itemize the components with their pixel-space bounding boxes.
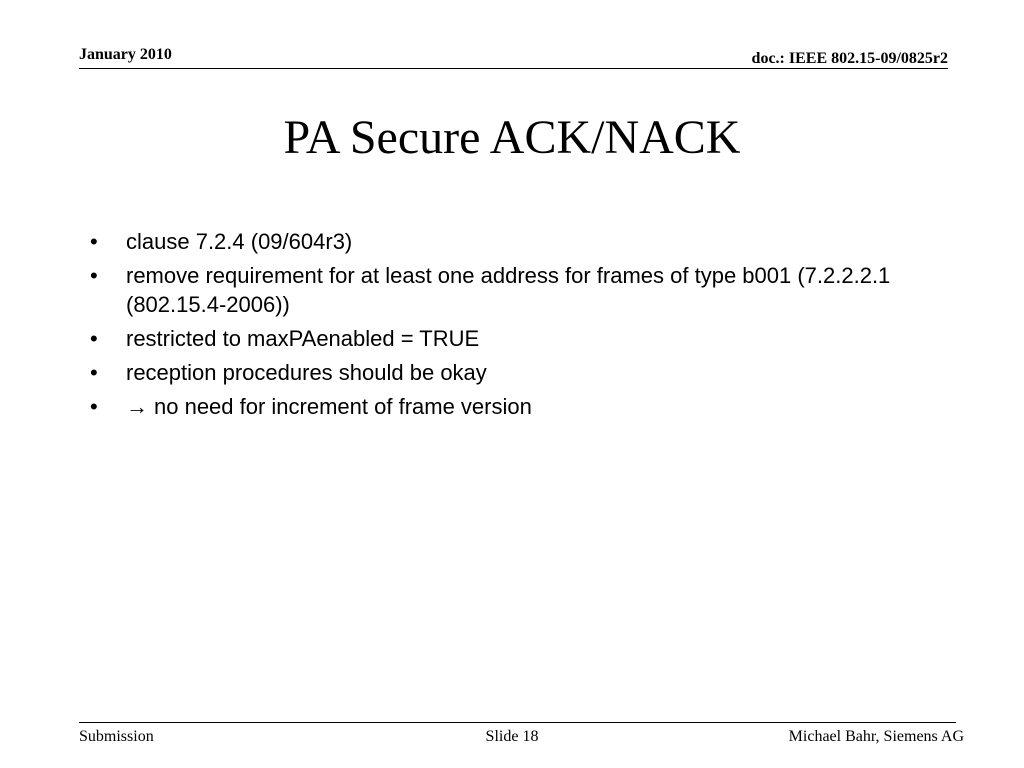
footer-slide-number: Slide 18 — [485, 728, 539, 745]
bullet-item — [90, 261, 930, 319]
header-date: January 2010 — [79, 46, 172, 63]
arrow-right-icon: → — [126, 394, 148, 419]
bullet-item — [90, 358, 930, 387]
bullet-item — [90, 392, 930, 421]
bullet-icon: • — [90, 229, 98, 254]
bullet-text: remove requirement for at least one address for frames of type b001 (7.2.2.2.1 (802.15.4-2006)) — [126, 263, 891, 317]
bullet-icon: • — [90, 394, 98, 419]
bullet-icon: • — [90, 263, 98, 288]
bullet-icon: • — [90, 326, 98, 351]
footer-author: Michael Bahr, Siemens AG — [788, 728, 964, 745]
bullet-text: reception procedures should be okay — [126, 360, 487, 385]
bullet-icon: • — [90, 360, 98, 385]
bullet-text: no need for increment of frame version — [154, 394, 532, 419]
bullet-text: clause 7.2.4 (09/604r3) — [126, 229, 353, 254]
bullet-item — [90, 324, 930, 353]
bullet-list — [90, 227, 930, 426]
footer-submission: Submission — [79, 728, 154, 745]
bullet-item — [90, 227, 930, 256]
header-doc-id: doc.: IEEE 802.15-09/0825r2 — [751, 50, 948, 67]
header-divider — [79, 68, 948, 69]
slide-title: PA Secure ACK/NACK — [283, 111, 741, 164]
bullet-text: restricted to maxPAenabled = TRUE — [126, 326, 480, 351]
footer-divider — [79, 722, 956, 723]
